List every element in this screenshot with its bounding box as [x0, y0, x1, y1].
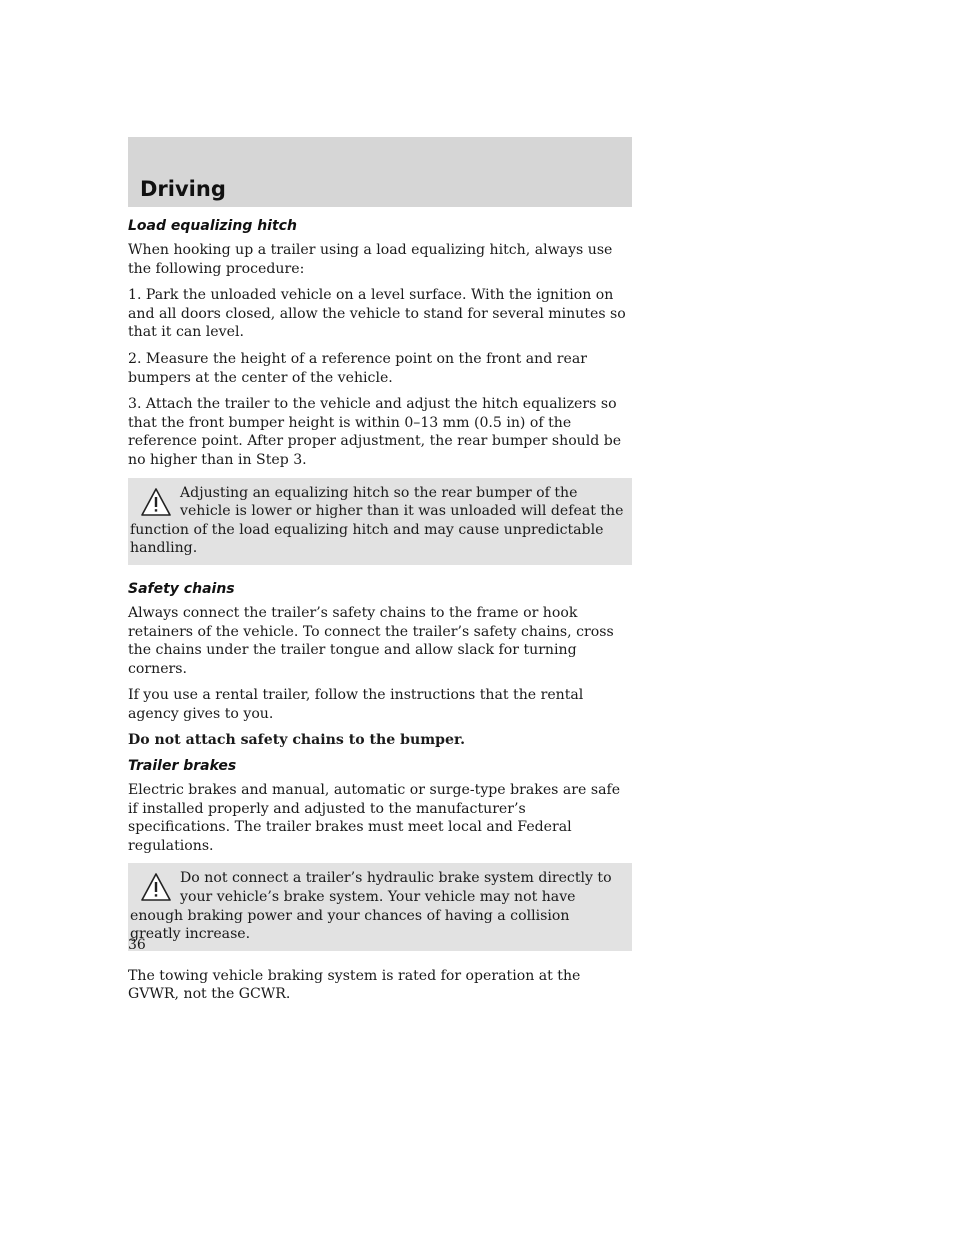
warning-triangle-icon [140, 486, 172, 518]
safety-chains-para-1: Always connect the trailer’s safety chains to the frame or hook retainers of the vehicle. To connect the trailer’s safety chains, cross the chains under the trailer tongue and allow slack for turning corners. [128, 604, 614, 677]
hitch-warning-text: Adjusting an equalizing hitch so the rear bumper of the vehicle is lower or higher than it was unloaded will defeat the function of the load equalizing hitch and may cause unpredictable handling. [130, 484, 624, 557]
page-title: Driving [140, 177, 226, 201]
brakes-warning-text: Do not connect a trailer’s hydraulic brake system directly to your vehicle’s brake system. Your vehicle may not have enough braking power and your chances of having a collision greatly increase. [130, 870, 612, 943]
page-content [128, 218, 632, 1012]
page-number: 36 [128, 937, 146, 953]
safety-chains-bold-note: Do not attach safety chains to the bumper. [128, 732, 466, 749]
hitch-warning-box [128, 478, 632, 565]
trailer-brakes-heading: Trailer brakes [128, 758, 237, 775]
safety-chains-para-2: If you use a rental trailer, follow the instructions that the rental agency gives to you. [128, 687, 584, 722]
load-hitch-intro: When hooking up a trailer using a load equalizing hitch, always use the following procedure: [128, 242, 613, 277]
load-hitch-step-1: 1. Park the unloaded vehicle on a level surface. With the ignition on and all doors closed, allow the vehicle to stand for several minutes so that it can level. [128, 287, 626, 341]
warning-triangle-icon [140, 871, 172, 903]
safety-chains-heading: Safety chains [128, 580, 235, 597]
load-hitch-step-2: 2. Measure the height of a reference point on the front and rear bumpers at the center of the vehicle. [128, 350, 587, 386]
header-band [128, 137, 632, 207]
trailer-brakes-para-2: The towing vehicle braking system is rated for operation at the GVWR, not the GCWR. [128, 967, 581, 1003]
brakes-warning-box [128, 863, 632, 950]
trailer-brakes-para-1: Electric brakes and manual, automatic or surge-type brakes are safe if installed properly and adjusted to the manufacturer’s specifications. The trailer brakes must meet local and Federal regulations. [128, 782, 621, 854]
load-hitch-step-3: 3. Attach the trailer to the vehicle and adjust the hitch equalizers so that the front bumper height is within 0–13 mm (0.5 in) of the reference point. After proper adjustment, the rear bumper should be no higher than in Step 3. [128, 396, 622, 468]
load-hitch-heading: Load equalizing hitch [128, 218, 297, 234]
